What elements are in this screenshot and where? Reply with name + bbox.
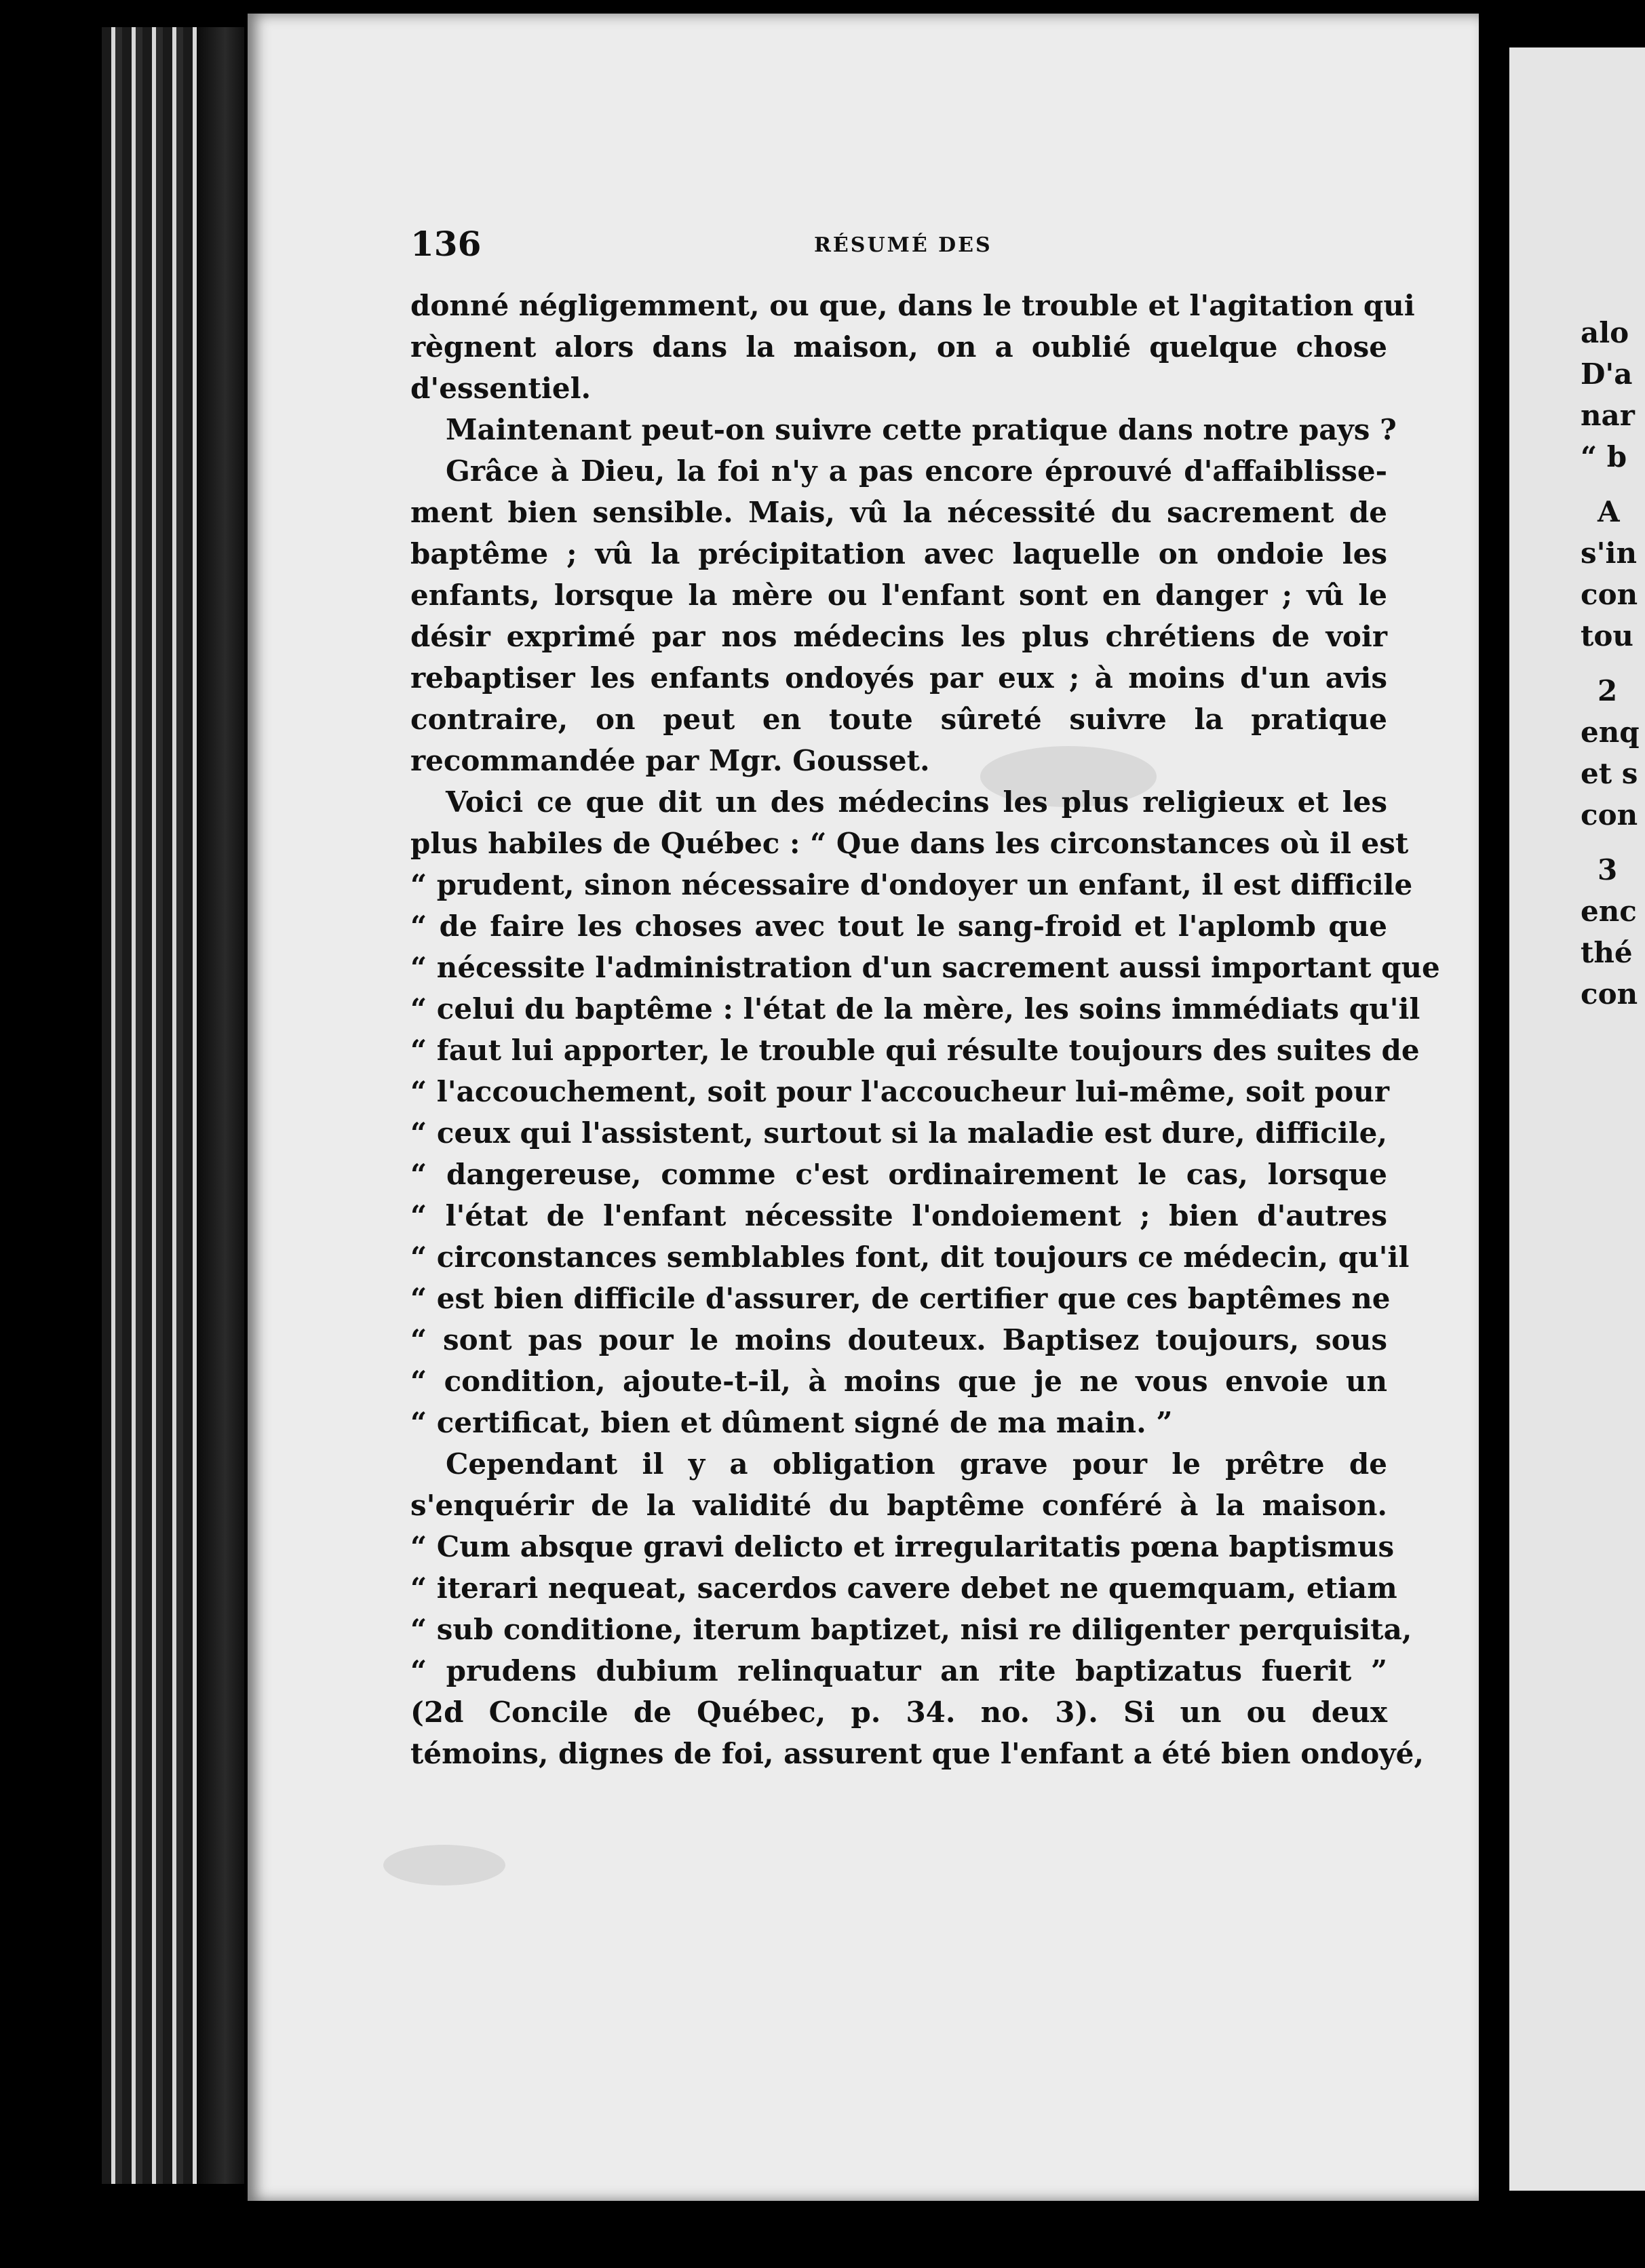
text-line: donné négligemment, ou que, dans le trouble et l'agitation qui: [410, 289, 1415, 322]
text-line: Voici ce que dit un des médecins les plus religieux et les: [446, 785, 1387, 819]
text-line: “ certificat, bien et dûment signé de ma main. ”: [410, 1406, 1173, 1439]
facing-fragment: con: [1581, 578, 1638, 611]
text-line: “ sub conditione, iterum baptizet, nisi re diligenter perquisita,: [410, 1613, 1412, 1646]
text-line: contraire, on peut en toute sûreté suivre la pratique: [410, 703, 1387, 736]
text-line: “ prudens dubium relinquatur an rite baptizatus fuerit ”: [410, 1654, 1387, 1687]
text-line: ment bien sensible. Mais, vû la nécessité du sacrement de: [410, 496, 1387, 529]
text-line: “ de faire les choses avec tout le sang-froid et l'aplomb que: [410, 910, 1387, 943]
facing-fragment: nar: [1581, 399, 1635, 432]
facing-fragment: 3: [1598, 853, 1618, 886]
text-line: “ faut lui apporter, le trouble qui résulte toujours des suites de: [410, 1034, 1420, 1067]
text-line: “ l'accouchement, soit pour l'accoucheur lui-même, soit pour: [410, 1075, 1389, 1108]
text-line: Grâce à Dieu, la foi n'y a pas encore éprouvé d'affaiblisse-: [446, 454, 1387, 488]
text-line: “ prudent, sinon nécessaire d'ondoyer un enfant, il est difficile: [410, 868, 1413, 901]
text-line: témoins, dignes de foi, assurent que l'enfant a été bien ondoyé,: [410, 1737, 1424, 1770]
facing-fragment: A: [1598, 495, 1620, 528]
text-line: Maintenant peut-on suivre cette pratique dans notre pays ?: [446, 413, 1397, 446]
page-number: 136: [410, 224, 482, 264]
text-line: désir exprimé par nos médecins les plus chrétiens de voir: [410, 620, 1387, 653]
facing-fragment: s'in: [1581, 536, 1637, 570]
facing-page: [1509, 47, 1645, 2191]
facing-fragment: enq: [1581, 716, 1640, 749]
text-line: Cependant il y a obligation grave pour le prêtre de: [446, 1447, 1387, 1481]
text-line: plus habiles de Québec : “ Que dans les circonstances où il est: [410, 827, 1409, 860]
running-head-title: RÉSUMÉ DES: [814, 233, 992, 257]
facing-fragment: thé: [1581, 936, 1633, 969]
text-line: “ sont pas pour le moins douteux. Baptisez toujours, sous: [410, 1323, 1387, 1356]
text-line: recommandée par Mgr. Gousset.: [410, 744, 930, 777]
text-line: règnent alors dans la maison, on a oublié quelque chose: [410, 330, 1387, 364]
text-line: “ ceux qui l'assistent, surtout si la maladie est dure, difficile,: [410, 1116, 1387, 1150]
facing-fragment: 2: [1598, 674, 1618, 707]
text-line: s'enquérir de la validité du baptême conféré à la maison.: [410, 1489, 1387, 1522]
paper-stain: [383, 1845, 505, 1885]
facing-fragment: D'a: [1581, 357, 1633, 391]
facing-fragment: tou: [1581, 619, 1633, 652]
text-line: “ Cum absque gravi delicto et irregularitatis pœna baptismus: [410, 1530, 1395, 1563]
text-line: “ condition, ajoute-t-il, à moins que je ne vous envoie un: [410, 1365, 1387, 1398]
text-line: baptême ; vû la précipitation avec laquelle on ondoie les: [410, 537, 1387, 570]
running-head: [410, 224, 1360, 265]
facing-fragment: enc: [1581, 895, 1637, 928]
body-text: [410, 285, 1440, 1774]
text-line: enfants, lorsque la mère ou l'enfant sont en danger ; vû le: [410, 579, 1387, 612]
facing-fragment: con: [1581, 798, 1638, 832]
facing-fragment: con: [1581, 977, 1638, 1011]
page-edges: [102, 27, 244, 2184]
text-line: “ dangereuse, comme c'est ordinairement le cas, lorsque: [410, 1158, 1387, 1191]
text-line: “ circonstances semblables font, dit toujours ce médecin, qu'il: [410, 1240, 1410, 1274]
text-line: “ l'état de l'enfant nécessite l'ondoiement ; bien d'autres: [410, 1199, 1387, 1232]
facing-fragment: et s: [1581, 757, 1638, 790]
text-line: (2d Concile de Québec, p. 34. no. 3). Si un ou deux: [410, 1696, 1387, 1729]
text-line: “ nécessite l'administration d'un sacrement aussi important que: [410, 951, 1440, 984]
text-line: “ est bien difficile d'assurer, de certifier que ces baptêmes ne: [410, 1282, 1391, 1315]
text-line: d'essentiel.: [410, 372, 592, 405]
text-line: “ iterari nequeat, sacerdos cavere debet ne quemquam, etiam: [410, 1571, 1397, 1605]
text-line: “ celui du baptême : l'état de la mère, les soins immédiats qu'il: [410, 992, 1420, 1025]
facing-fragment: “ b: [1581, 440, 1627, 473]
text-line: rebaptiser les enfants ondoyés par eux ; à moins d'un avis: [410, 661, 1387, 695]
facing-fragment: alo: [1581, 316, 1629, 349]
